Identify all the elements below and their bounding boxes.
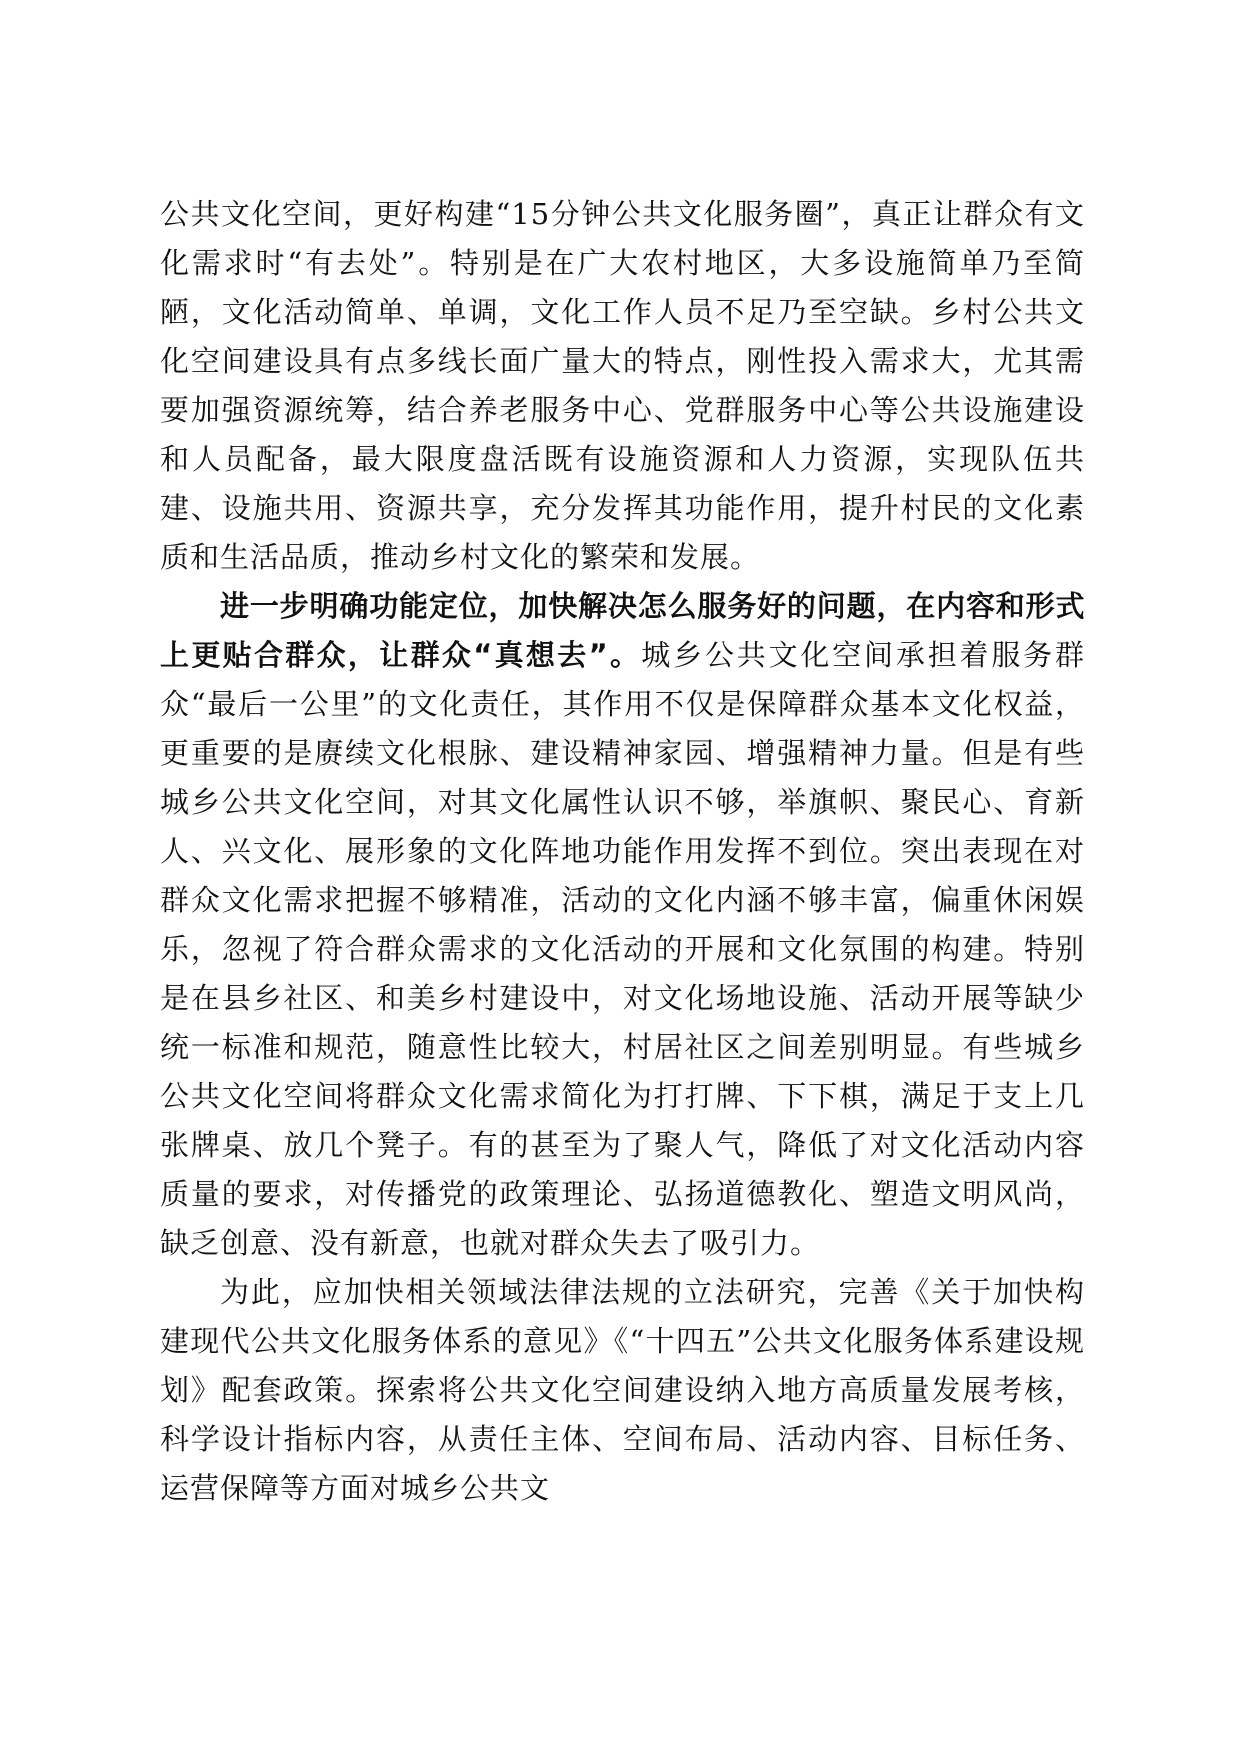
paragraph-body: 城乡公共文化空间承担着服务群众“最后一公里”的文化责任，其作用不仅是保障群众基本文化权益，更重要的是赓续文化根脉、建设精神家园、增强精神力量。但是有些城乡公共文化空间，对其文化属性认识不够，举旗帜、聚民心、育新人、兴文化、展形象的文化阵地功能作用发挥不到位。突出表现在对群众文化需求把握不够精准，活动的文化内涵不够丰富，偏重休闲娱乐，忽视了符合群众需求的文化活动的开展和文化氛围的构建。特别是在县乡社区、和美乡村建设中，对文化场地设施、活动开展等缺少统一标准和规范，随意性比较大，村居社区之间差别明显。有些城乡公共文化空间将群众文化需求简化为打打牌、下下棋，满足于支上几张牌桌、放几个凳子。有的甚至为了聚人气，降低了对文化活动内容质量的要求，对传播党的政策理论、弘扬道德教化、塑造文明风尚，缺乏创意、没有新意，也就对群众失去了吸引力。 bbox=[160, 638, 1085, 1260]
paragraph-body: 为此，应加快相关领域法律法规的立法研究，完善《关于加快构建现代公共文化服务体系的意见》《“十四五”公共文化服务体系建设规划》配套政策。探索将公共文化空间建设纳入地方高质量发展考核，科学设计指标内容，从责任主体、空间布局、活动内容、目标任务、运营保障等方面对城乡公共文 bbox=[160, 1275, 1085, 1505]
document-page bbox=[160, 190, 1085, 1513]
paragraph-body: 公共文化空间，更好构建“15分钟公共文化服务圈”，真正让群众有文化需求时“有去处”。特别是在广大农村地区，大多设施简单乃至简陋，文化活动简单、单调，文化工作人员不足乃至空缺。乡村公共文化空间建设具有点多线长面广量大的特点，刚性投入需求大，尤其需要加强资源统筹，结合养老服务中心、党群服务中心等公共设施建设和人员配备，最大限度盘活既有设施资源和人力资源，实现队伍共建、设施共用、资源共享，充分发挥其功能作用，提升村民的文化素质和生活品质，推动乡村文化的繁荣和发展。 bbox=[160, 197, 1085, 574]
paragraph-lead-bold: 进一步明确功能定位，加快解决怎么服务好的问题，在内容和形式上更贴合群众，让群众“真想去”。 bbox=[160, 589, 1085, 672]
paragraph-continued bbox=[160, 190, 1085, 582]
paragraph-policy bbox=[160, 1268, 1085, 1513]
paragraph-function-positioning bbox=[160, 582, 1085, 1268]
